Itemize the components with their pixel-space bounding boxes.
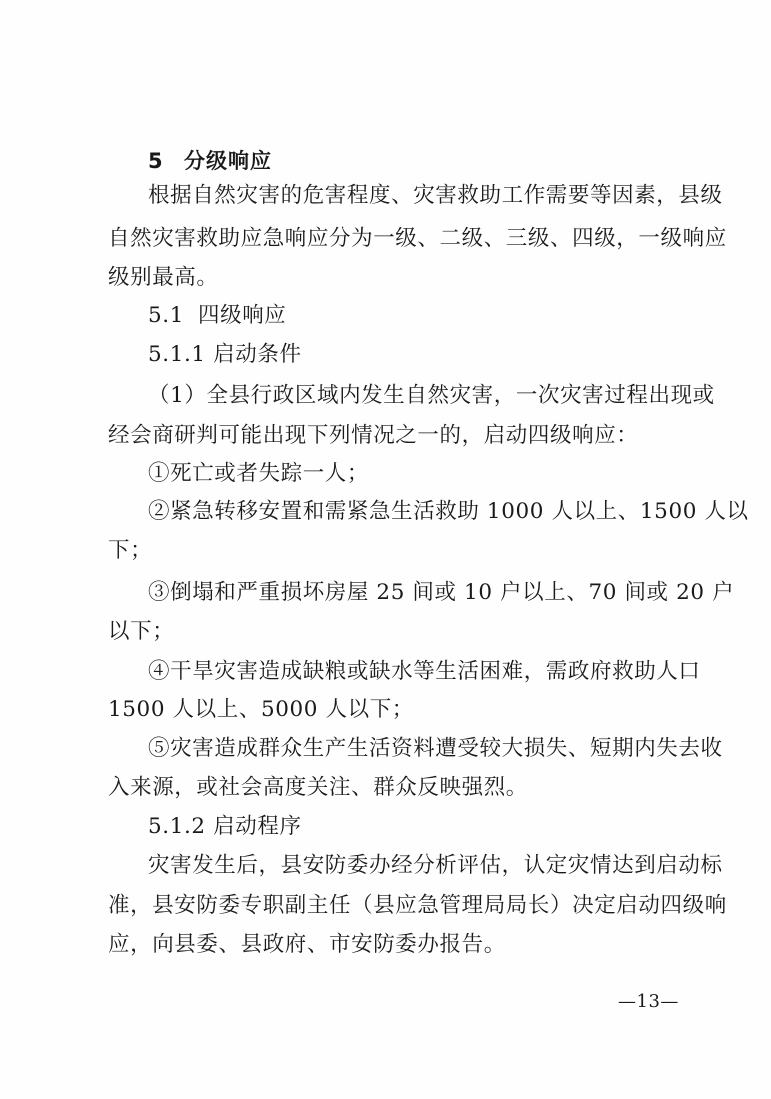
procedure-line-1: 灾害发生后，县安防委办经分析评估，认定灾情达到启动标 [148,853,723,878]
item-2-line-2: 下； [108,538,153,563]
subsection-5-1-heading [148,301,698,331]
item-5-line-1: ⑤灾害造成群众生产生活资料遭受较大损失、短期内失去收 [148,736,723,761]
subsection-5-1-1-heading: 5.1.1 启动条件 [148,342,302,367]
subsection-5-1-2-heading: 5.1.2 启动程序 [148,814,302,839]
item-5-line-2: 入来源，或社会高度关注、群众反映强烈。 [108,775,528,800]
item-3-line-2: 以下； [108,619,175,644]
procedure-line-3: 应，向县委、县政府、市安防委办报告。 [108,932,506,957]
intro-line-1: 根据自然灾害的危害程度、灾害救助工作需要等因素，县级 [148,183,723,208]
page-number: —13— [618,991,679,1012]
subsection-5-1-number: 5.1 [148,303,184,328]
intro-line-3: 级别最高。 [108,265,219,290]
section-heading [148,146,698,176]
section-number: 5 [148,149,164,173]
intro-line-2: 自然灾害救助应急响应分为一级、二级、三级、四级，一级响应 [108,226,727,251]
subsection-5-1-title: 四级响应 [198,303,287,328]
condition-1-line-1: （1）全县行政区域内发生自然灾害，一次灾害过程出现或 [148,383,715,408]
item-3-line-1: ③倒塌和严重损坏房屋 25 间或 10 户以上、70 间或 20 户 [148,580,735,605]
procedure-line-2: 准，县安防委专职副主任（县应急管理局局长）决定启动四级响 [108,893,727,918]
item-4-line-1: ④干旱灾害造成缺粮或缺水等生活困难，需政府救助人口 [148,659,701,684]
item-4-line-2: 1500 人以上、5000 人以下； [108,697,414,722]
item-1: ①死亡或者失踪一人； [148,461,370,486]
item-2-line-1: ②紧急转移安置和需紧急生活救助 1000 人以上、1500 人以 [148,499,749,524]
section-title: 分级响应 [184,149,272,173]
condition-1-line-2: 经会商研判可能出现下列情况之一的，启动四级响应： [108,423,639,448]
